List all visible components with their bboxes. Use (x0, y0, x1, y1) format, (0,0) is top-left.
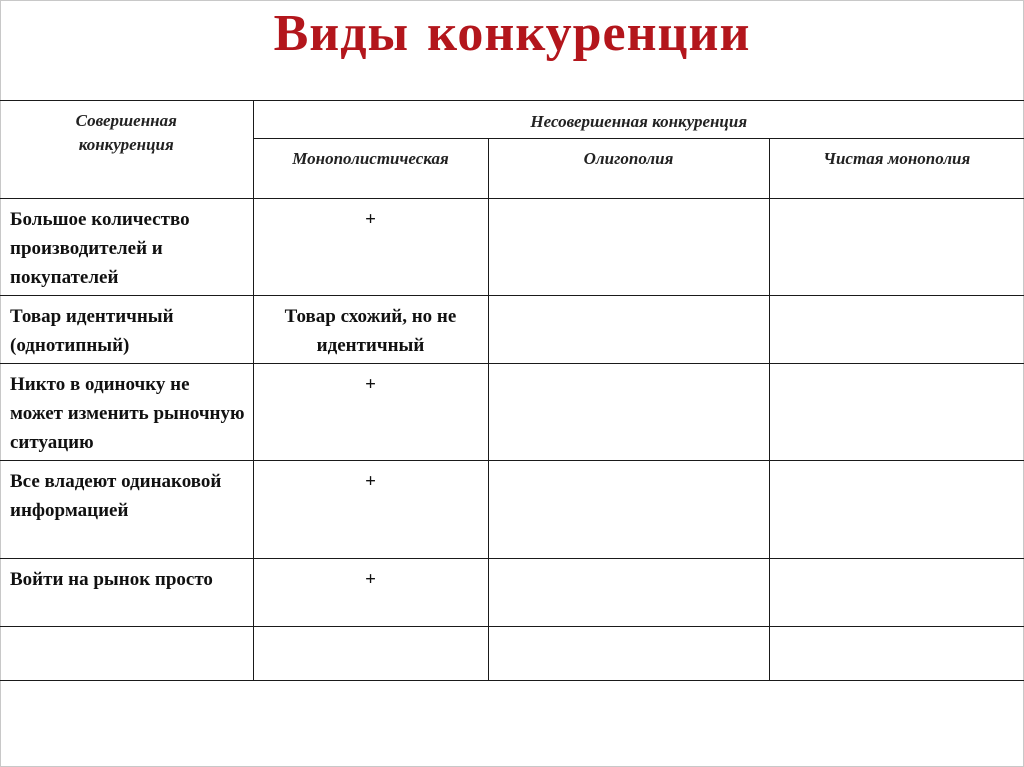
cell-monopolistic: + (365, 374, 376, 395)
cell-monopolistic: + (365, 569, 376, 590)
cell-oligopoly (489, 199, 769, 205)
table-row (0, 199, 1024, 296)
cell-monopolistic: + (365, 209, 376, 230)
title-word-1: Виды (273, 5, 410, 62)
header-pure-monopoly (769, 139, 1024, 199)
cell-monopolistic: Товар схожий, но не идентичный (284, 306, 457, 356)
cell-monopolistic: + (365, 471, 376, 492)
header-monopolistic-label: Монополистическая (292, 149, 449, 168)
header-pure-monopoly-label: Чистая монополия (823, 149, 971, 168)
cell-oligopoly (489, 364, 769, 370)
cell-pure-monopoly (770, 461, 1024, 467)
header-perfect-competition (0, 101, 253, 199)
table-row (0, 627, 1024, 681)
cell-pure-monopoly (770, 199, 1024, 205)
table-row (0, 559, 1024, 627)
table-row (0, 296, 1024, 364)
row-label: Все владеют одинаковой информацией (10, 471, 222, 521)
competition-table (0, 100, 1024, 681)
row-label: Никто в одиночку не может изменить рыночную ситуацию (10, 374, 245, 453)
header-oligopoly (488, 139, 769, 199)
header-imperfect-label: Несовершенная конкуренция (530, 112, 748, 131)
header-monopolistic (253, 139, 488, 199)
cell-oligopoly (489, 559, 769, 565)
cell-oligopoly (489, 461, 769, 467)
header-row-1 (0, 101, 1024, 139)
title-word-2: конкуренции (427, 5, 751, 62)
header-imperfect-competition (253, 101, 1024, 139)
cell-pure-monopoly (770, 627, 1024, 633)
table-row (0, 364, 1024, 461)
cell-monopolistic (254, 627, 488, 633)
cell-pure-monopoly (770, 296, 1024, 302)
cell-pure-monopoly (770, 559, 1024, 565)
header-perfect-label: Совершенная конкуренция (75, 111, 177, 154)
row-label: Товар идентичный (однотипный) (10, 306, 174, 356)
cell-pure-monopoly (770, 364, 1024, 370)
row-label (0, 627, 253, 633)
header-oligopoly-label: Олигополия (583, 149, 674, 168)
cell-oligopoly (489, 296, 769, 302)
row-label: Большое количество производителей и покупателей (10, 209, 190, 288)
cell-oligopoly (489, 627, 769, 633)
slide-title (0, 4, 1024, 68)
table-row (0, 461, 1024, 559)
row-label: Войти на рынок просто (10, 569, 213, 590)
